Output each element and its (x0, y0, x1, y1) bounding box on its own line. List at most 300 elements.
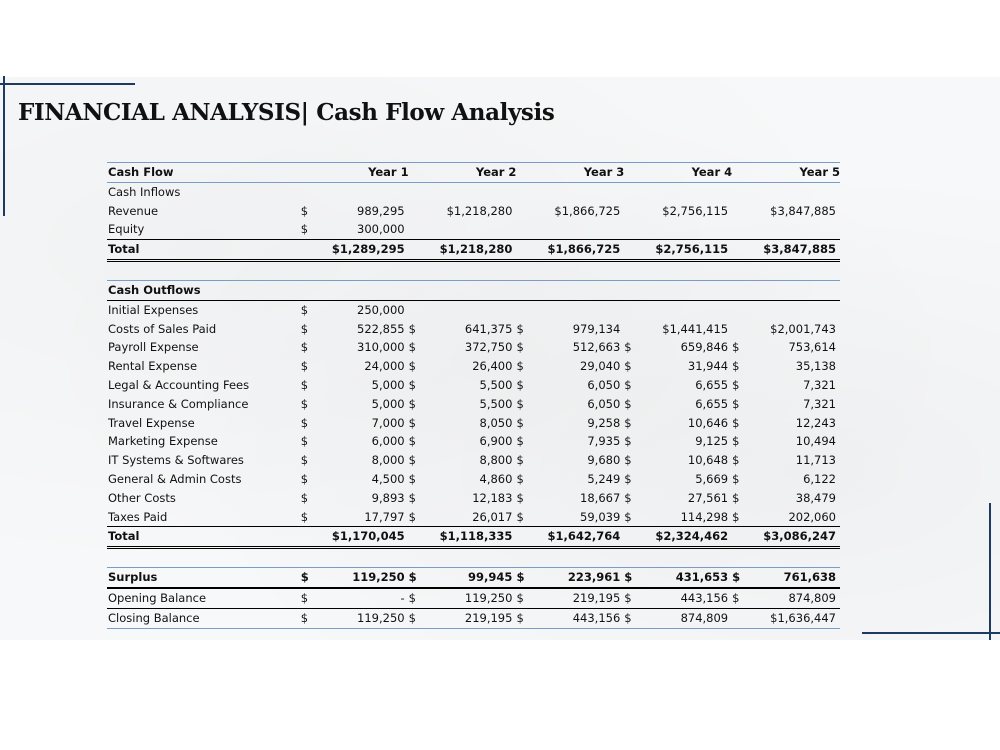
amount: 24,000 (364, 359, 405, 374)
value-cell (624, 357, 732, 376)
value-content (732, 414, 840, 433)
amount: $2,324,462 (655, 529, 729, 544)
amount: 6,655 (695, 377, 729, 392)
table-header-row (107, 163, 840, 183)
cash-flow-table (107, 162, 840, 629)
amount: 9,125 (695, 434, 729, 449)
value-content (624, 202, 732, 221)
amount: 10,494 (795, 434, 836, 449)
outflow-row (107, 414, 840, 433)
currency-symbol: $ (408, 490, 416, 505)
value-cell (624, 202, 732, 221)
currency-symbol: $ (516, 415, 524, 430)
amount: $1,642,764 (547, 529, 621, 544)
value-cell (301, 338, 409, 357)
currency-symbol: $ (300, 321, 309, 336)
value-cell (409, 395, 517, 414)
currency-symbol: $ (516, 590, 524, 605)
value-content (732, 240, 840, 259)
value-cell (732, 489, 840, 508)
amount: 310,000 (357, 340, 405, 355)
amount: $3,847,885 (770, 203, 836, 218)
value-cell (409, 432, 517, 451)
outflows-total-row (107, 527, 840, 548)
row-label: Payroll Expense (108, 340, 199, 355)
value-cell (409, 508, 517, 527)
spacer-cell (107, 548, 840, 568)
amount: $1,218,280 (439, 242, 513, 257)
value-content (409, 338, 517, 357)
amount: 27,561 (687, 490, 729, 505)
amount: 35,138 (795, 359, 836, 374)
value-cell (516, 240, 624, 261)
value-cell (301, 470, 409, 489)
value-cell (516, 588, 624, 608)
value-cell (516, 300, 624, 319)
amount: 9,680 (587, 453, 621, 468)
value-cell (516, 489, 624, 508)
currency-symbol: $ (516, 359, 524, 374)
currency-symbol: $ (408, 434, 416, 449)
value-content (301, 395, 409, 414)
value-content (409, 357, 517, 376)
amount: 31,944 (687, 359, 729, 374)
value-content (516, 376, 624, 395)
amount: 6,000 (371, 434, 405, 449)
value-content (516, 508, 624, 527)
currency-symbol: $ (408, 321, 416, 336)
value-content (409, 451, 517, 470)
amount: 219,195 (572, 590, 621, 605)
amount: 5,000 (371, 396, 405, 411)
value-content (516, 320, 624, 339)
empty-cell (732, 182, 840, 201)
value-cell (732, 357, 840, 376)
currency-symbol: $ (624, 590, 632, 605)
amount: 5,000 (371, 377, 405, 392)
currency-symbol: $ (408, 590, 416, 605)
value-cell (301, 489, 409, 508)
value-cell (301, 527, 409, 548)
value-cell (301, 357, 409, 376)
amount: 4,500 (371, 471, 405, 486)
amount: 641,375 (464, 321, 513, 336)
empty-cell (301, 280, 409, 300)
row-label: Travel Expense (108, 415, 195, 430)
amount: 29,040 (580, 359, 621, 374)
currency-symbol: $ (516, 509, 524, 524)
value-cell (732, 320, 840, 339)
amount: 223,961 (567, 570, 621, 585)
amount: 12,183 (472, 490, 513, 505)
row-label: Equity (108, 222, 145, 237)
value-cell (301, 432, 409, 451)
row-label: Cash Outflows (107, 280, 301, 300)
value-cell (624, 489, 732, 508)
amount: 26,017 (472, 509, 513, 524)
value-cell (624, 300, 732, 319)
outflow-row (107, 357, 840, 376)
value-cell (516, 508, 624, 527)
amount: 119,250 (357, 610, 405, 625)
value-content (624, 489, 732, 508)
value-cell (624, 414, 732, 433)
value-cell (516, 451, 624, 470)
value-cell (301, 508, 409, 527)
section-header-outflows (107, 280, 840, 300)
value-cell (732, 240, 840, 261)
amount: 7,000 (371, 415, 405, 430)
currency-symbol: $ (624, 570, 633, 585)
row-label: Closing Balance (107, 608, 301, 628)
row-label: Initial Expenses (108, 302, 199, 317)
value-cell (516, 414, 624, 433)
amount: 10,646 (687, 415, 729, 430)
amount: 6,050 (587, 377, 621, 392)
currency-symbol: $ (516, 321, 524, 336)
amount: 6,900 (479, 434, 513, 449)
value-cell (624, 527, 732, 548)
value-content (732, 470, 840, 489)
amount: 512,663 (572, 340, 621, 355)
spacer-row (107, 260, 840, 280)
value-cell (409, 202, 517, 221)
amount: $1,636,447 (770, 610, 836, 625)
value-cell (516, 220, 624, 239)
amount: $3,847,885 (763, 242, 836, 257)
value-content (624, 589, 732, 608)
amount: 659,846 (680, 340, 729, 355)
value-content (409, 589, 517, 608)
currency-symbol: $ (516, 471, 524, 486)
value-content (516, 609, 624, 628)
value-content (301, 376, 409, 395)
value-cell (409, 527, 517, 548)
value-cell (732, 432, 840, 451)
amount: 7,321 (803, 377, 836, 392)
value-cell (624, 432, 732, 451)
summary-row (107, 588, 840, 608)
value-cell (409, 300, 517, 319)
summary-row (107, 568, 840, 588)
amount: 6,655 (695, 396, 729, 411)
row-label: Total (107, 240, 301, 261)
value-cell (516, 357, 624, 376)
amount: 12,243 (795, 415, 836, 430)
value-cell (732, 414, 840, 433)
value-cell (624, 568, 732, 588)
value-cell (301, 451, 409, 470)
value-content (409, 527, 517, 546)
row-label: Rental Expense (108, 359, 198, 374)
value-content (409, 568, 517, 587)
currency-symbol: $ (408, 610, 416, 625)
empty-cell (624, 182, 732, 201)
currency-symbol: $ (624, 415, 632, 430)
value-content (732, 357, 840, 376)
corner-line-top-horizontal (0, 83, 135, 85)
amount: $2,756,115 (655, 242, 729, 257)
value-cell (301, 414, 409, 433)
amount: $1,441,415 (662, 321, 729, 336)
value-content (624, 432, 732, 451)
currency-symbol: $ (732, 509, 740, 524)
empty-cell (624, 280, 732, 300)
amount: 7,321 (803, 396, 836, 411)
value-cell (409, 376, 517, 395)
amount: 5,500 (479, 396, 513, 411)
value-content (516, 470, 624, 489)
value-content (301, 527, 409, 546)
currency-symbol: $ (408, 415, 416, 430)
column-header-year: Year 4 (624, 163, 732, 183)
currency-symbol: $ (516, 340, 524, 355)
value-content (301, 414, 409, 433)
value-content (301, 609, 409, 628)
value-content (409, 508, 517, 527)
amount: 5,669 (695, 471, 729, 486)
amount: 11,713 (795, 453, 836, 468)
currency-symbol: $ (300, 471, 309, 486)
value-content (732, 320, 840, 339)
value-cell (624, 240, 732, 261)
value-content (516, 338, 624, 357)
spacer-row (107, 548, 840, 568)
value-content (732, 568, 840, 587)
currency-symbol: $ (300, 434, 309, 449)
value-content (301, 432, 409, 451)
currency-symbol: $ (300, 340, 309, 355)
currency-symbol: $ (408, 396, 416, 411)
currency-symbol: $ (624, 610, 632, 625)
value-content (301, 508, 409, 527)
value-content (409, 376, 517, 395)
value-content (516, 589, 624, 608)
value-content (624, 568, 732, 587)
amount: 5,249 (587, 471, 621, 486)
row-label: Taxes Paid (108, 509, 168, 524)
amount: 8,050 (479, 415, 513, 430)
amount: 38,479 (795, 490, 836, 505)
value-content (409, 320, 517, 339)
value-cell (624, 220, 732, 239)
value-cell (732, 608, 840, 628)
value-content (301, 220, 409, 239)
value-cell (732, 527, 840, 548)
row-label: Other Costs (108, 490, 176, 505)
currency-symbol: $ (516, 396, 524, 411)
value-content (301, 202, 409, 221)
amount: $2,756,115 (662, 203, 729, 218)
amount: 753,614 (788, 340, 836, 355)
amount: 9,258 (587, 415, 621, 430)
value-content (301, 320, 409, 339)
currency-symbol: $ (300, 415, 309, 430)
value-content (732, 589, 840, 608)
row-label: Opening Balance (107, 588, 301, 608)
currency-symbol: $ (516, 453, 524, 468)
currency-symbol: $ (732, 396, 740, 411)
value-content (624, 451, 732, 470)
value-content (732, 489, 840, 508)
amount: 119,250 (464, 590, 513, 605)
value-cell (516, 376, 624, 395)
value-cell (301, 300, 409, 319)
value-cell (732, 395, 840, 414)
value-cell (516, 320, 624, 339)
value-cell (516, 432, 624, 451)
value-cell (409, 470, 517, 489)
currency-symbol: $ (408, 359, 416, 374)
value-cell (409, 220, 517, 239)
value-content (409, 609, 517, 628)
value-cell (732, 568, 840, 588)
value-content (624, 338, 732, 357)
column-header-year: Year 2 (409, 163, 517, 183)
currency-symbol: $ (624, 509, 632, 524)
empty-cell (516, 280, 624, 300)
amount: 7,935 (587, 434, 621, 449)
value-content (624, 609, 732, 628)
value-content (516, 240, 624, 259)
column-header-year: Year 5 (732, 163, 840, 183)
value-cell (624, 395, 732, 414)
amount: 8,800 (479, 453, 513, 468)
value-content (624, 414, 732, 433)
value-content (624, 527, 732, 546)
column-header-year: Year 1 (301, 163, 409, 183)
currency-symbol: $ (624, 434, 632, 449)
amount: 10,648 (687, 453, 729, 468)
amount: 18,667 (580, 490, 621, 505)
value-cell (301, 395, 409, 414)
value-cell (301, 220, 409, 239)
value-cell (409, 568, 517, 588)
outflow-row (107, 338, 840, 357)
currency-symbol: $ (408, 471, 416, 486)
amount: 761,638 (783, 570, 836, 585)
amount: 6,122 (803, 471, 836, 486)
value-cell (409, 489, 517, 508)
value-content (301, 338, 409, 357)
amount: - (400, 590, 405, 605)
amount: 202,060 (788, 509, 836, 524)
amount: $2,001,743 (770, 321, 836, 336)
currency-symbol: $ (300, 302, 309, 317)
corner-line-top-vertical (3, 76, 5, 216)
currency-symbol: $ (732, 471, 740, 486)
value-cell (409, 414, 517, 433)
value-content (301, 470, 409, 489)
value-cell (301, 240, 409, 261)
value-cell (624, 320, 732, 339)
value-cell (732, 451, 840, 470)
outflow-row (107, 508, 840, 527)
currency-symbol: $ (732, 590, 740, 605)
amount: 522,855 (357, 321, 405, 336)
amount: $1,866,725 (554, 203, 621, 218)
value-cell (301, 608, 409, 628)
amount: $1,289,295 (331, 242, 405, 257)
value-content (516, 489, 624, 508)
currency-symbol: $ (516, 434, 524, 449)
currency-symbol: $ (624, 340, 632, 355)
empty-cell (409, 182, 517, 201)
value-content (301, 451, 409, 470)
outflow-row (107, 300, 840, 319)
value-content (732, 609, 840, 628)
currency-symbol: $ (516, 570, 525, 585)
currency-symbol: $ (732, 570, 741, 585)
value-content (516, 451, 624, 470)
value-cell (516, 568, 624, 588)
value-cell (301, 320, 409, 339)
value-cell (624, 451, 732, 470)
value-cell (301, 588, 409, 608)
amount: 8,000 (371, 453, 405, 468)
value-content (516, 202, 624, 221)
currency-symbol: $ (300, 590, 309, 605)
currency-symbol: $ (732, 434, 740, 449)
value-content (301, 589, 409, 608)
value-cell (409, 320, 517, 339)
value-content (516, 357, 624, 376)
currency-symbol: $ (408, 570, 417, 585)
currency-symbol: $ (300, 203, 309, 218)
inflows-total-row (107, 240, 840, 261)
currency-symbol: $ (300, 396, 309, 411)
value-content (732, 338, 840, 357)
currency-symbol: $ (624, 453, 632, 468)
amount: 9,893 (371, 490, 405, 505)
value-content (624, 508, 732, 527)
amount: 26,400 (472, 359, 513, 374)
currency-symbol: $ (300, 570, 309, 585)
value-cell (409, 608, 517, 628)
value-cell (516, 470, 624, 489)
row-label: Surplus (107, 568, 301, 588)
currency-symbol: $ (732, 490, 740, 505)
value-content (516, 414, 624, 433)
currency-symbol: $ (408, 377, 416, 392)
amount: 300,000 (357, 222, 405, 237)
currency-symbol: $ (516, 377, 524, 392)
column-header-label: Cash Flow (107, 163, 301, 183)
value-content (624, 320, 732, 339)
value-content (409, 202, 517, 221)
value-cell (409, 240, 517, 261)
row-label: Marketing Expense (108, 434, 218, 449)
currency-symbol: $ (300, 377, 309, 392)
value-cell (409, 588, 517, 608)
amount: 114,298 (680, 509, 729, 524)
value-cell (516, 395, 624, 414)
currency-symbol: $ (624, 377, 632, 392)
amount: $1,866,725 (547, 242, 621, 257)
value-content (301, 301, 409, 320)
value-content (624, 376, 732, 395)
currency-symbol: $ (624, 359, 632, 374)
value-content (301, 568, 409, 587)
outflow-row (107, 320, 840, 339)
value-cell (409, 451, 517, 470)
row-label: Insurance & Compliance (108, 396, 249, 411)
value-cell (301, 568, 409, 588)
outflow-row (107, 470, 840, 489)
page-title: FINANCIAL ANALYSIS| Cash Flow Analysis (18, 99, 555, 126)
currency-symbol: $ (408, 453, 416, 468)
value-cell (516, 202, 624, 221)
